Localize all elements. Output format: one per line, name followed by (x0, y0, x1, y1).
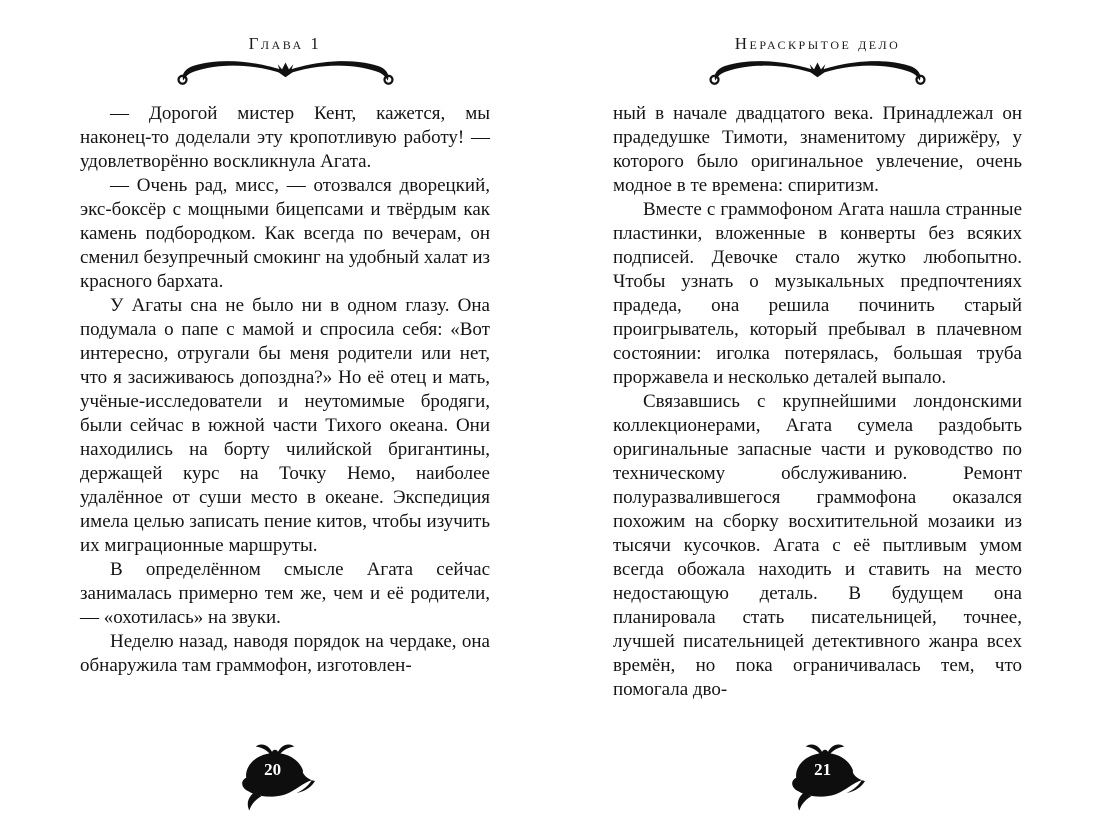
page-number-ornament (235, 741, 315, 813)
flourish-icon (705, 58, 930, 86)
page-body-left (80, 102, 490, 678)
page-body-right (613, 102, 1022, 702)
ornament-divider-left (80, 58, 490, 88)
chapter-title: Глава 1 (248, 34, 322, 53)
page-right (550, 0, 1100, 825)
ornament-divider-right (613, 58, 1022, 88)
flourish-icon (173, 58, 398, 86)
paragraph: — Очень рад, мисс, — отозвался дворецкий, экс-боксёр с мощными бицепсами и твёрдым как камень подбородком. Как всегда по вечерам, он сменил безупречный смокинг на удобный халат из красного бархата. (80, 175, 490, 292)
page-footer-left (0, 741, 550, 813)
page-number: 21 (814, 759, 832, 779)
paragraph: ный в начале двадцатого века. Принадлежал он прадедушке Тимоти, знаменитому дирижёру, у которого было оригинальное увлечение, очень модное в те времена: спиритизм. (613, 103, 1022, 196)
detective-hat-icon (785, 741, 865, 813)
paragraph: У Агаты сна не было ни в одном глазу. Она подумала о папе с мамой и спросила себя: «Вот интересно, отругали бы меня родители или нет, что я засиживаюсь допоздна?» Но её отец и мать, учёные-исследователи и неутомимые бродяги, были сейчас в южной части Тихого океана. Они находились на борту чилийской бригантины, держащей курс на Точку Немо, наиболее удалённое от суши место в океане. Экспедиция имела целью записать пение китов, чтобы изучить их миграционные маршруты. (80, 295, 490, 556)
paragraph: Неделю назад, наводя порядок на чердаке, она обнаружила там граммофон, изготовлен- (80, 631, 490, 676)
paragraph: Вместе с граммофоном Агата нашла странные пластинки, вложенные в конверты без всяких подписей. Девочке стало жутко любопытно. Чтобы узнать о музыкальных предпочтениях прадеда, она решила починить старый проигрыватель, который пребывал в плачевном состоянии: иголка потерялась, большая труба проржавела и несколько деталей выпало. (613, 199, 1022, 388)
detective-hat-icon (235, 741, 315, 813)
page-number: 20 (264, 759, 282, 779)
page-footer-right (550, 741, 1100, 813)
page-number-ornament (785, 741, 865, 813)
paragraph: В определённом смысле Агата сейчас занималась примерно тем же, чем и её родители, — «охотилась» на звуки. (80, 559, 490, 628)
paragraph: Связавшись с крупнейшими лондонскими коллекционерами, Агата сумела раздобыть оригинальные запасные части и руководство по техническому обслуживанию. Ремонт полуразвалившегося граммофона оказался похожим на сборку восхитительной мозаики из тысячи кусочков. Агата с её пытливым умом всегда обожала находить и ставить на место недостающую деталь. В будущем она планировала стать писательницей, точнее, лучшей писательницей детективного жанра всех времён, но пока ограничивалась тем, что помогала дво- (613, 391, 1022, 700)
paragraph: — Дорогой мистер Кент, кажется, мы наконец-то доделали эту кропотливую работу! — удовлетворённо воскликнула Агата. (80, 103, 490, 172)
running-head: Нераскрытое дело (734, 34, 901, 53)
